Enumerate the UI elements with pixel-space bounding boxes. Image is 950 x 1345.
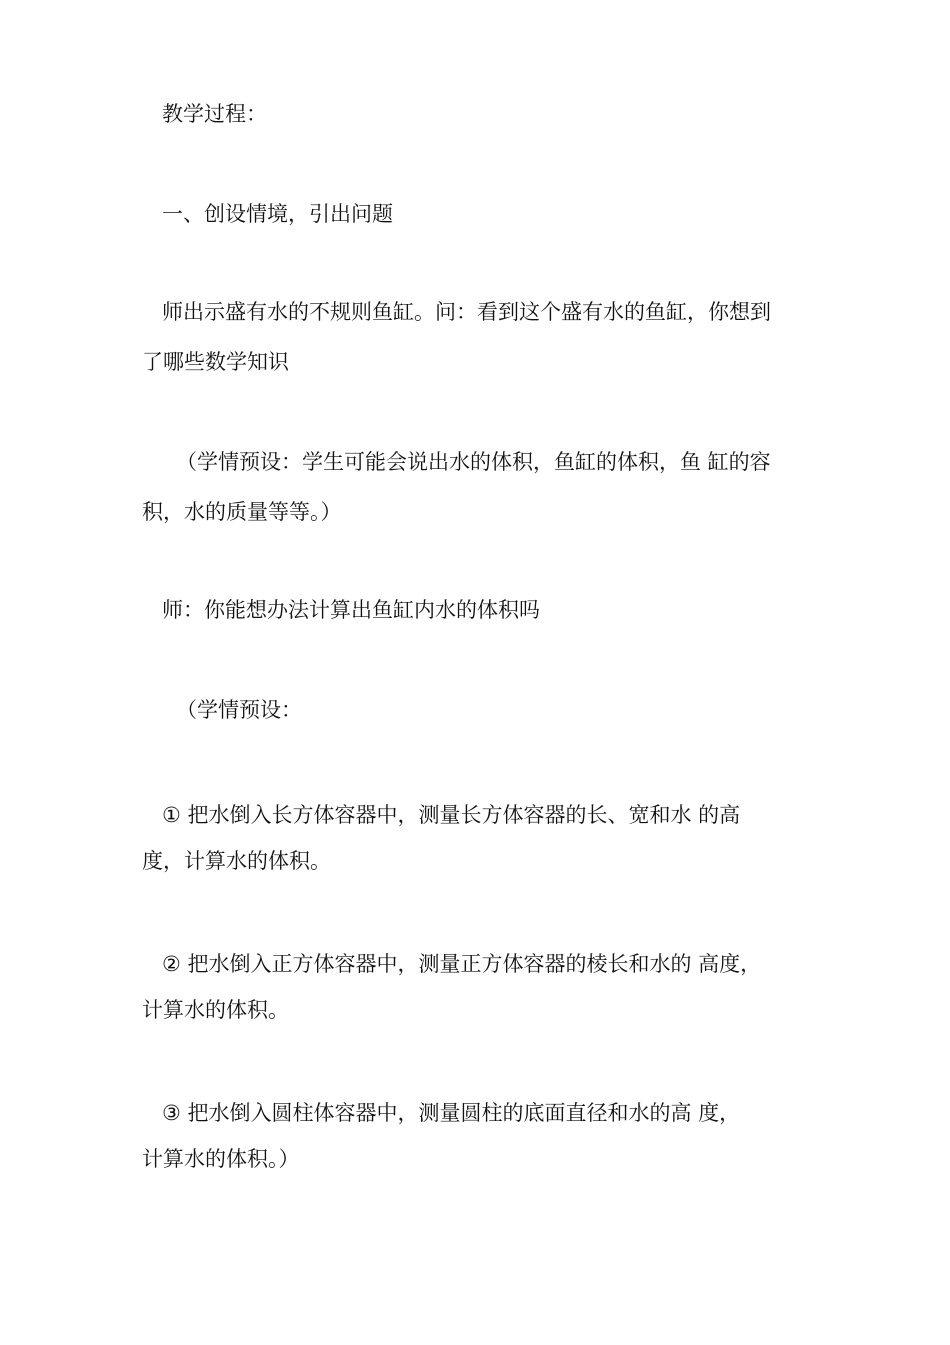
heading: 教学过程： — [162, 102, 267, 126]
paragraph-line: 师：你能想办法计算出鱼缸内水的体积吗 — [162, 598, 540, 622]
paragraph-line: 了哪些数学知识 — [142, 350, 289, 374]
list-item-line: 度，计算水的体积。 — [142, 849, 331, 873]
list-item-line: ① 把水倒入长方体容器中，测量长方体容器的长、宽和水 的高 — [162, 803, 741, 827]
list-item-line: 计算水的体积。） — [142, 1147, 300, 1171]
list-item-line: ② 把水倒入正方体容器中，测量正方体容器的棱长和水的 高度， — [162, 952, 762, 976]
list-item-line: 计算水的体积。 — [142, 998, 289, 1022]
section-title: 一、创设情境，引出问题 — [162, 202, 393, 226]
paragraph-line: （学情预设：学生可能会说出水的体积，鱼缸的体积，鱼 缸的容 — [176, 450, 771, 474]
paragraph-line: 师出示盛有水的不规则鱼缸。问：看到这个盛有水的鱼缸，你想到 — [162, 300, 771, 324]
paragraph-line: （学情预设： — [176, 698, 302, 722]
paragraph-line: 积，水的质量等等。） — [142, 500, 342, 524]
list-item-line: ③ 把水倒入圆柱体容器中，测量圆柱的底面直径和水的高 度， — [162, 1101, 741, 1125]
